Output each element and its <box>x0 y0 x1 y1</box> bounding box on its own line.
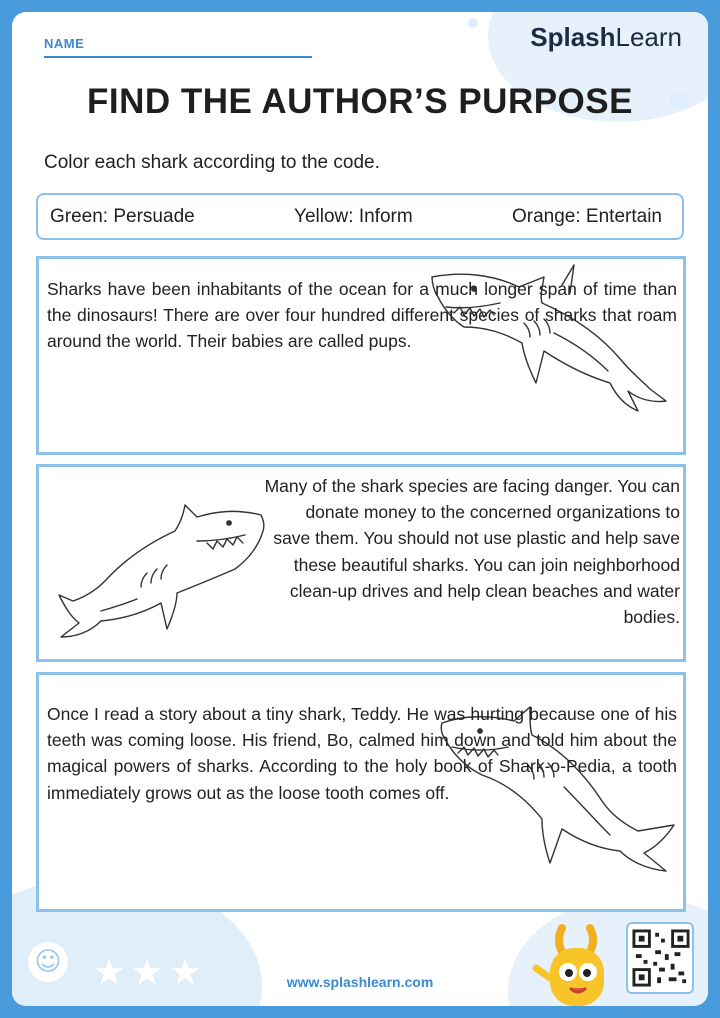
decor-dot <box>468 18 478 28</box>
brand-bold: Splash <box>530 22 616 52</box>
qr-code-icon <box>626 922 694 994</box>
passage-box-3 <box>36 672 686 912</box>
instruction-text: Color each shark according to the code. <box>44 152 380 173</box>
brand-light: Learn <box>615 22 682 52</box>
worksheet-page <box>12 12 708 1006</box>
code-yellow: Yellow: Inform <box>294 205 413 227</box>
smiley-icon: ☺ <box>28 942 68 982</box>
passage-text-1: Sharks have been inhabitants of the ocean for a much longer span of time than the dinosaurs! There are over four hundred different species of sharks that roam around the world. Their babies are called pups. <box>47 279 677 352</box>
passage-box-2 <box>36 464 686 662</box>
star-icon: ★★★ <box>92 950 207 994</box>
passage-text-3: Once I read a story about a tiny shark, Teddy. He was hurting because one of his teeth was coming loose. His friend, Bo, calmed him down and told him about the magical powers of sharks. According to the holy book of Shark-o-Pedia, a tooth immediately grows out as the loose tooth comes off. <box>47 704 677 803</box>
passage-text-2: Many of the shark species are facing danger. You can donate money to the concerned organizations to save them. You should not use plastic and help save these beautiful sharks. You can join neighborhood clean-up drives and help clean beaches and water bodies. <box>264 476 680 628</box>
code-orange: Orange: Entertain <box>512 205 662 227</box>
name-label: NAME <box>44 36 85 51</box>
mascot-icon <box>532 922 622 1006</box>
footer-url[interactable]: www.splashlearn.com <box>286 974 434 990</box>
passage-box-1 <box>36 256 686 455</box>
brand-logo <box>530 22 682 53</box>
code-green: Green: Persuade <box>50 205 195 227</box>
name-field-line[interactable] <box>44 56 312 58</box>
worksheet-title: FIND THE AUTHOR’S PURPOSE <box>87 82 633 121</box>
shark-icon[interactable] <box>57 503 267 643</box>
color-code-box <box>36 193 684 240</box>
